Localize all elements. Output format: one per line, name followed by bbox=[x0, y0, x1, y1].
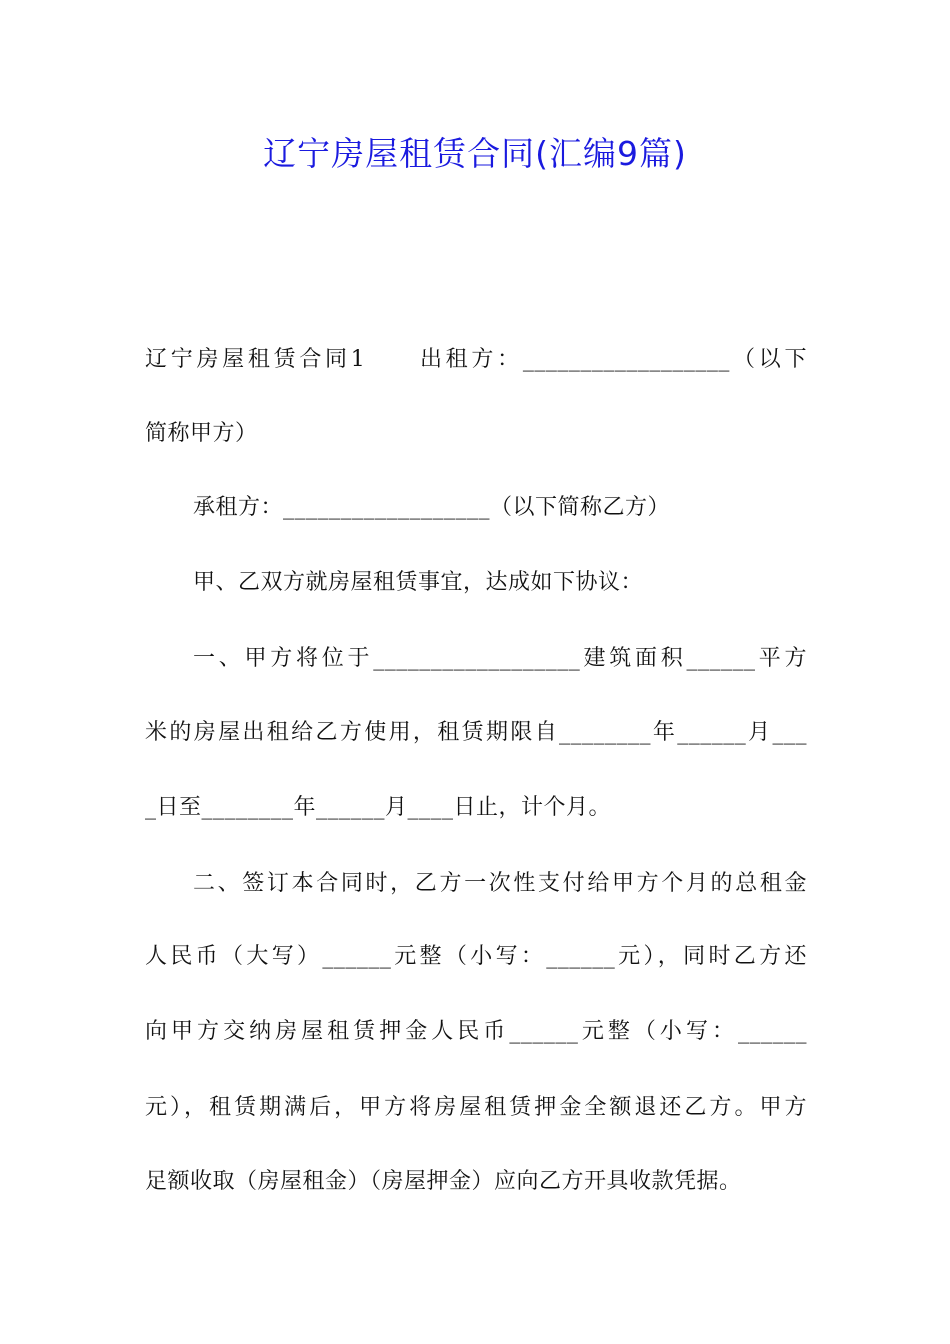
document-title: 辽宁房屋租赁合同(汇编9篇) bbox=[263, 134, 687, 173]
body-line-11: 元），租赁期满后，甲方将房屋租赁押金全额退还乙方。甲方 bbox=[145, 1095, 807, 1120]
body-line-4: 甲、乙双方就房屋租赁事宜，达成如下协议： bbox=[193, 570, 644, 595]
body-line-5: 一、甲方将位于__________________建筑面积______平方 bbox=[193, 646, 807, 671]
body-line-3: 承租方：__________________（以下简称乙方） bbox=[193, 495, 671, 520]
body-line-2: 简称甲方） bbox=[145, 421, 258, 446]
body-line-6: 米的房屋出租给乙方使用，租赁期限自________年______月___ bbox=[145, 720, 807, 745]
body-line-8: 二、签订本合同时，乙方一次性支付给甲方个月的总租金 bbox=[193, 871, 807, 896]
body-line-9: 人民币（大写）______元整（小写：______元），同时乙方还 bbox=[145, 944, 807, 969]
body-line-10: 向甲方交纳房屋租赁押金人民币______元整（小写：______ bbox=[145, 1019, 807, 1044]
body-line-12: 足额收取（房屋租金）（房屋押金）应向乙方开具收款凭据。 bbox=[145, 1169, 742, 1194]
body-line-7: _日至________年______月____日止，计个月。 bbox=[145, 795, 612, 820]
body-line-1: 辽宁房屋租赁合同1 出租方：__________________（以下 bbox=[145, 347, 807, 372]
